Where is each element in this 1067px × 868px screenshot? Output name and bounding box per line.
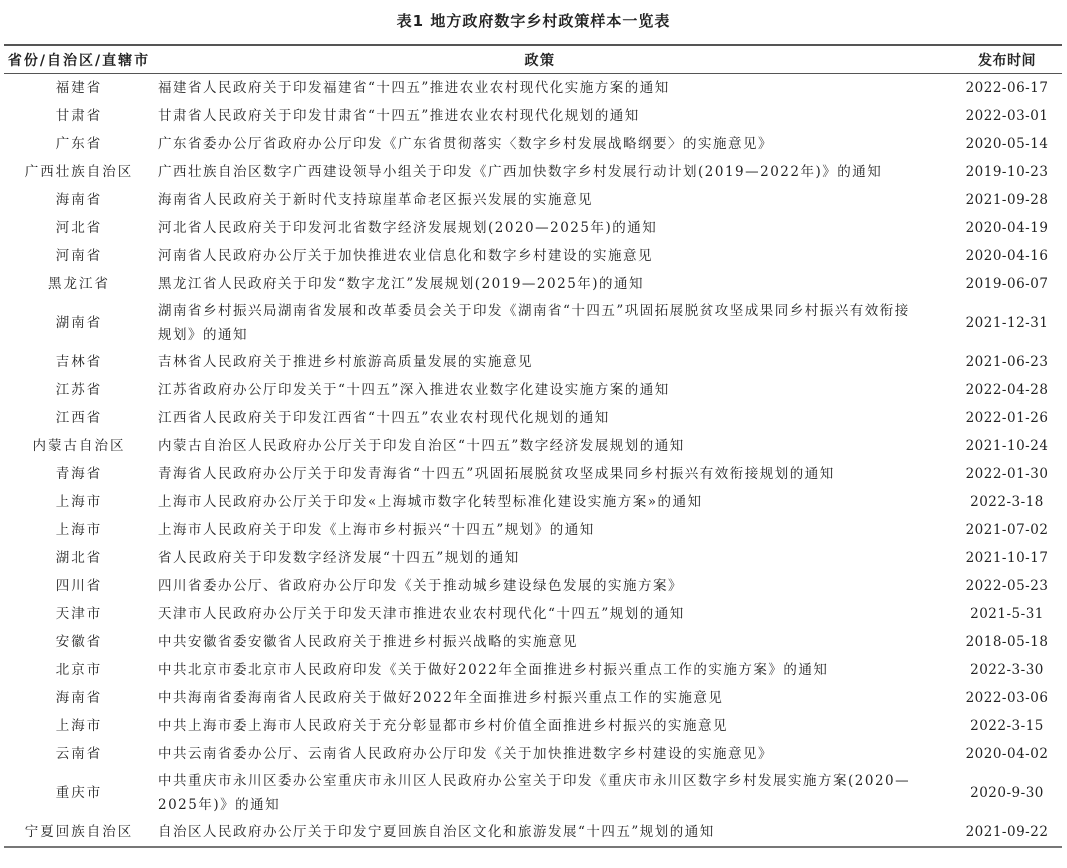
header-policy: 政策 (524, 52, 556, 69)
policy-cell: 中共重庆市永川区委办公室重庆市永川区人民政府办公室关于印发《重庆市永川区数字乡村发展实施方案(2020—2025年)》的通知 (158, 773, 911, 813)
date-cell: 2022-01-26 (965, 410, 1049, 426)
table-row (4, 348, 1062, 376)
province-cell: 内蒙古自治区 (32, 438, 126, 454)
table-row (4, 460, 1062, 488)
province-cell: 河北省 (55, 220, 103, 236)
date-cell: 2020-04-19 (965, 220, 1049, 236)
policy-table (4, 44, 1062, 848)
table-header-row (4, 45, 1062, 74)
table-row (4, 376, 1062, 404)
date-cell: 2021-10-17 (965, 550, 1049, 566)
policy-cell: 中共海南省委海南省人民政府关于做好2022年全面推进乡村振兴重点工作的实施意见 (158, 690, 724, 706)
policy-cell: 湖南省乡村振兴局湖南省发展和改革委员会关于印发《湖南省“十四五”巩固拓展脱贫攻坚成果同乡村振兴有效衔接规划》的通知 (158, 303, 910, 343)
policy-cell: 中共北京市委北京市人民政府印发《关于做好2022年全面推进乡村振兴重点工作的实施方案》的通知 (158, 662, 829, 678)
province-cell: 上海市 (55, 522, 103, 538)
header-province: 省份/自治区/直辖市 (7, 52, 151, 69)
province-cell: 安徽省 (55, 634, 103, 650)
policy-cell: 中共上海市委上海市人民政府关于充分彰显都市乡村价值全面推进乡村振兴的实施意见 (158, 718, 728, 734)
province-cell: 北京市 (55, 662, 103, 678)
table-row (4, 214, 1062, 242)
policy-cell: 内蒙古自治区人民政府办公厅关于印发自治区“十四五”数字经济发展规划的通知 (158, 438, 685, 454)
province-cell: 四川省 (55, 578, 103, 594)
policy-cell: 黑龙江省人民政府关于印发“数字龙江”发展规划(2019—2025年)的通知 (158, 276, 645, 292)
province-cell: 湖南省 (55, 315, 103, 331)
province-cell: 广西壮族自治区 (24, 164, 134, 180)
table-title: 表1 地方政府数字乡村政策样本一览表 (396, 12, 671, 30)
date-cell: 2021-5-31 (970, 606, 1044, 622)
date-cell: 2022-05-23 (965, 578, 1049, 594)
table-row (4, 768, 1062, 818)
table-row (4, 186, 1062, 214)
province-cell: 天津市 (55, 606, 103, 622)
date-cell: 2022-3-15 (970, 718, 1044, 734)
policy-cell: 中共云南省委办公厅、云南省人民政府办公厅印发《关于加快推进数字乡村建设的实施意见》 (158, 746, 773, 762)
province-cell: 福建省 (55, 80, 103, 96)
table-row (4, 818, 1062, 847)
header-date: 发布时间 (978, 52, 1036, 69)
table-row (4, 740, 1062, 768)
table-row (4, 298, 1062, 348)
table-row (4, 600, 1062, 628)
date-cell: 2022-3-30 (970, 662, 1044, 678)
date-cell: 2022-04-28 (965, 382, 1049, 398)
province-cell: 上海市 (55, 718, 103, 734)
table-row (4, 242, 1062, 270)
table-row (4, 628, 1062, 656)
policy-cell: 海南省人民政府关于新时代支持琼崖革命老区振兴发展的实施意见 (158, 192, 593, 208)
province-cell: 广东省 (55, 136, 103, 152)
policy-cell: 江苏省政府办公厅印发关于“十四五”深入推进农业数字化建设实施方案的通知 (158, 382, 670, 398)
table-body (4, 74, 1062, 848)
date-cell: 2022-3-18 (970, 494, 1044, 510)
policy-cell: 广东省委办公厅省政府办公厅印发《广东省贯彻落实〈数字乡村发展战略纲要〉的实施意见》 (158, 136, 773, 152)
policy-cell: 自治区人民政府办公厅关于印发宁夏回族自治区文化和旅游发展“十四五”规划的通知 (158, 824, 715, 840)
table-row (4, 544, 1062, 572)
policy-cell: 省人民政府关于印发数字经济发展“十四五”规划的通知 (158, 550, 520, 566)
date-cell: 2018-05-18 (965, 634, 1049, 650)
policy-cell: 上海市人民政府关于印发《上海市乡村振兴“十四五”规划》的通知 (158, 522, 595, 538)
province-cell: 黑龙江省 (48, 276, 110, 292)
table-row (4, 712, 1062, 740)
policy-cell: 青海省人民政府办公厅关于印发青海省“十四五”巩固拓展脱贫攻坚成果同乡村振兴有效衔接规划的通知 (158, 466, 835, 482)
date-cell: 2019-10-23 (965, 164, 1049, 180)
date-cell: 2019-06-07 (965, 276, 1049, 292)
province-cell: 海南省 (55, 192, 103, 208)
province-cell: 江西省 (55, 410, 103, 426)
policy-cell: 四川省委办公厅、省政府办公厅印发《关于推动城乡建设绿色发展的实施方案》 (158, 578, 683, 594)
date-cell: 2022-03-01 (965, 108, 1049, 124)
policy-cell: 福建省人民政府关于印发福建省“十四五”推进农业农村现代化实施方案的通知 (158, 80, 670, 96)
table-row (4, 102, 1062, 130)
policy-cell: 江西省人民政府关于印发江西省“十四五”农业农村现代化规划的通知 (158, 410, 610, 426)
province-cell: 甘肃省 (55, 108, 103, 124)
date-cell: 2021-07-02 (965, 522, 1049, 538)
province-cell: 湖北省 (55, 550, 103, 566)
table-row (4, 74, 1062, 103)
province-cell: 海南省 (55, 690, 103, 706)
table-row (4, 684, 1062, 712)
date-cell: 2021-06-23 (965, 354, 1049, 370)
policy-cell: 吉林省人民政府关于推进乡村旅游高质量发展的实施意见 (158, 354, 533, 370)
province-cell: 宁夏回族自治区 (24, 824, 134, 840)
date-cell: 2020-04-16 (965, 248, 1049, 264)
province-cell: 青海省 (55, 466, 103, 482)
policy-cell: 广西壮族自治区数字广西建设领导小组关于印发《广西加快数字乡村发展行动计划(2019—2022年)》的通知 (158, 164, 883, 180)
date-cell: 2021-09-22 (965, 824, 1049, 840)
policy-cell: 中共安徽省委安徽省人民政府关于推进乡村振兴战略的实施意见 (158, 634, 578, 650)
province-cell: 重庆市 (55, 785, 103, 801)
date-cell: 2021-10-24 (965, 438, 1049, 454)
date-cell: 2022-06-17 (965, 80, 1049, 96)
province-cell: 吉林省 (55, 354, 103, 370)
policy-cell: 河北省人民政府关于印发河北省数字经济发展规划(2020—2025年)的通知 (158, 220, 658, 236)
table-row (4, 488, 1062, 516)
table-row (4, 130, 1062, 158)
date-cell: 2020-9-30 (970, 785, 1044, 801)
date-cell: 2020-05-14 (965, 136, 1049, 152)
table-row (4, 432, 1062, 460)
date-cell: 2021-12-31 (965, 315, 1049, 331)
date-cell: 2022-01-30 (965, 466, 1049, 482)
policy-cell: 上海市人民政府办公厅关于印发«上海城市数字化转型标准化建设实施方案»的通知 (158, 494, 703, 510)
table-row (4, 516, 1062, 544)
province-cell: 江苏省 (55, 382, 103, 398)
date-cell: 2020-04-02 (965, 746, 1049, 762)
table-row (4, 158, 1062, 186)
province-cell: 上海市 (55, 494, 103, 510)
table-row (4, 270, 1062, 298)
policy-cell: 甘肃省人民政府关于印发甘肃省“十四五”推进农业农村现代化规划的通知 (158, 108, 640, 124)
table-row (4, 572, 1062, 600)
date-cell: 2021-09-28 (965, 192, 1049, 208)
policy-cell: 河南省人民政府办公厅关于加快推进农业信息化和数字乡村建设的实施意见 (158, 248, 653, 264)
table-row (4, 404, 1062, 432)
table-row (4, 656, 1062, 684)
date-cell: 2022-03-06 (965, 690, 1049, 706)
province-cell: 河南省 (55, 248, 103, 264)
policy-cell: 天津市人民政府办公厅关于印发天津市推进农业农村现代化“十四五”规划的通知 (158, 606, 685, 622)
province-cell: 云南省 (55, 746, 103, 762)
